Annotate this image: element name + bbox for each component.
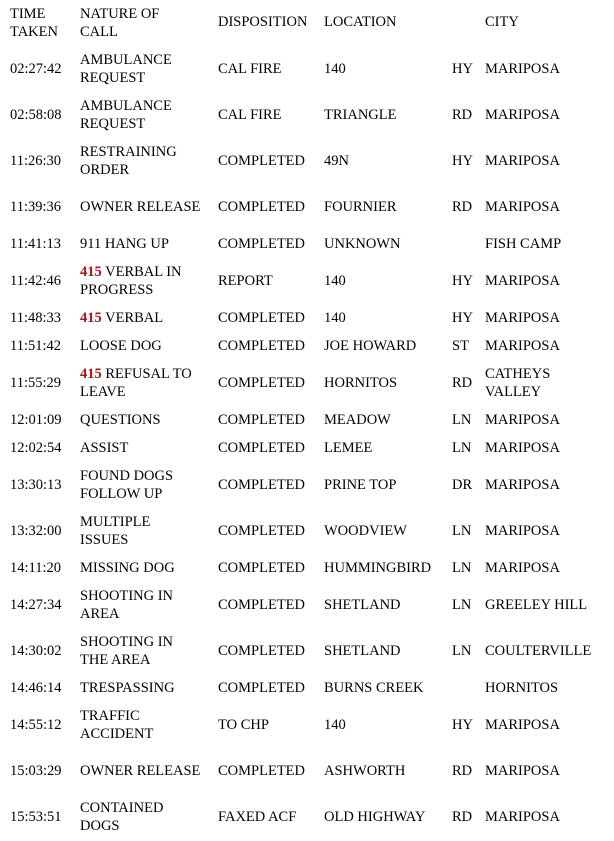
nature-text xyxy=(80,411,202,429)
cell-city xyxy=(485,92,614,138)
cell-nature-of-call xyxy=(80,794,218,840)
cell-disposition: COMPLETED xyxy=(218,440,305,456)
cell-location: LEMEE xyxy=(324,440,373,456)
cell-disposition: COMPLETED xyxy=(218,680,305,696)
cell-city xyxy=(485,434,614,462)
table-row xyxy=(0,92,614,138)
cell-disposition: COMPLETED xyxy=(218,412,305,428)
nature-label: TRESPASSING xyxy=(80,680,175,696)
city-label: GREELEY HILL xyxy=(485,597,588,613)
city-label: MARIPOSA xyxy=(485,523,560,539)
cell-nature-of-call xyxy=(80,46,218,92)
cell-nature-of-call xyxy=(80,702,218,748)
city-label: MARIPOSA xyxy=(485,153,560,169)
city-label: HORNITOS xyxy=(485,680,559,696)
cell-street-suffix: ST xyxy=(452,338,469,354)
table-row xyxy=(0,258,614,304)
cell-location: 140 xyxy=(324,273,346,289)
table-row xyxy=(0,434,614,462)
table-row xyxy=(0,46,614,92)
cell-time-taken: 12:01:09 xyxy=(10,412,62,428)
cell-time-taken: 11:42:46 xyxy=(10,273,62,289)
cell-street-suffix: RD xyxy=(452,809,473,825)
cell-time-taken: 12:02:54 xyxy=(10,440,62,456)
nature-text xyxy=(80,633,202,669)
city-label: MARIPOSA xyxy=(485,809,560,825)
table-row xyxy=(0,332,614,360)
cell-city xyxy=(485,702,614,748)
cell-location: TRIANGLE xyxy=(324,107,397,123)
nature-label: AMBULANCE REQUEST xyxy=(80,98,172,132)
header-nature-of-call: NATURE OF CALL xyxy=(80,6,160,40)
cell-nature-of-call xyxy=(80,508,218,554)
cell-nature-of-call xyxy=(80,304,218,332)
incident-code: 415 xyxy=(80,366,102,382)
city-label: MARIPOSA xyxy=(485,717,560,733)
table-row xyxy=(0,582,614,628)
nature-label: MISSING DOG xyxy=(80,560,175,576)
cell-nature-of-call xyxy=(80,138,218,184)
table-row xyxy=(0,138,614,184)
cell-location: OLD HIGHWAY xyxy=(324,809,426,825)
cell-disposition: CAL FIRE xyxy=(218,61,282,77)
cell-time-taken: 11:55:29 xyxy=(10,375,62,391)
city-label: MARIPOSA xyxy=(485,199,560,215)
cell-street-suffix: LN xyxy=(452,597,472,613)
cell-street-suffix xyxy=(452,230,485,258)
cell-time-taken: 11:39:36 xyxy=(10,199,62,215)
cell-city xyxy=(485,46,614,92)
nature-label: LOOSE DOG xyxy=(80,338,162,354)
cell-street-suffix xyxy=(452,674,485,702)
nature-label: TRAFFIC ACCIDENT xyxy=(80,708,154,742)
table-row xyxy=(0,304,614,332)
nature-text xyxy=(80,679,202,697)
nature-text xyxy=(80,51,202,87)
cell-nature-of-call xyxy=(80,184,218,230)
cell-nature-of-call xyxy=(80,92,218,138)
cell-city xyxy=(485,554,614,582)
nature-text xyxy=(80,559,202,577)
cell-time-taken: 11:48:33 xyxy=(10,310,62,326)
cell-nature-of-call xyxy=(80,748,218,794)
city-label: MARIPOSA xyxy=(485,310,560,326)
cell-city xyxy=(485,230,614,258)
cell-street-suffix: RD xyxy=(452,763,473,779)
table-row xyxy=(0,748,614,794)
cell-disposition: CAL FIRE xyxy=(218,107,282,123)
cell-location: PRINE TOP xyxy=(324,477,397,493)
cell-time-taken: 11:51:42 xyxy=(10,338,62,354)
table-row xyxy=(0,184,614,230)
city-label: MARIPOSA xyxy=(485,338,560,354)
nature-label: OWNER RELEASE xyxy=(80,763,201,779)
nature-text xyxy=(80,309,202,327)
nature-label: QUESTIONS xyxy=(80,412,161,428)
table-row xyxy=(0,628,614,674)
cell-street-suffix: RD xyxy=(452,107,473,123)
cell-disposition: COMPLETED xyxy=(218,310,305,326)
cell-location: SHETLAND xyxy=(324,597,401,613)
table-row xyxy=(0,702,614,748)
cell-disposition: COMPLETED xyxy=(218,236,305,252)
incident-code: 415 xyxy=(80,264,102,280)
cell-time-taken: 15:03:29 xyxy=(10,763,62,779)
cell-time-taken: 15:53:51 xyxy=(10,809,62,825)
cell-time-taken: 11:26:30 xyxy=(10,153,62,169)
nature-label: 911 HANG UP xyxy=(80,236,169,252)
cell-disposition: COMPLETED xyxy=(218,560,305,576)
cell-street-suffix: RD xyxy=(452,199,473,215)
cell-city xyxy=(485,628,614,674)
cell-city xyxy=(485,748,614,794)
nature-text xyxy=(80,365,202,401)
cell-disposition: COMPLETED xyxy=(218,763,305,779)
cell-nature-of-call xyxy=(80,230,218,258)
cell-street-suffix: LN xyxy=(452,560,472,576)
cell-city xyxy=(485,674,614,702)
nature-label: FOUND DOGS FOLLOW UP xyxy=(80,468,174,502)
cell-nature-of-call xyxy=(80,628,218,674)
header-disposition: DISPOSITION xyxy=(218,14,308,30)
header-time-taken: TIME TAKEN xyxy=(10,6,58,40)
cell-disposition: COMPLETED xyxy=(218,375,305,391)
nature-text xyxy=(80,587,202,623)
cell-city xyxy=(485,332,614,360)
cell-street-suffix: HY xyxy=(452,717,473,733)
cell-location: 49N xyxy=(324,153,349,169)
cell-disposition: FAXED ACF xyxy=(218,809,297,825)
nature-text xyxy=(80,707,202,743)
cell-city xyxy=(485,582,614,628)
nature-text xyxy=(80,143,202,179)
cell-nature-of-call xyxy=(80,582,218,628)
cell-time-taken: 02:58:08 xyxy=(10,107,62,123)
table-header-row xyxy=(0,0,614,46)
cell-city xyxy=(485,508,614,554)
nature-text xyxy=(80,799,202,835)
cell-disposition: COMPLETED xyxy=(218,597,305,613)
cell-city xyxy=(485,360,614,406)
cell-time-taken: 14:55:12 xyxy=(10,717,62,733)
cell-disposition: COMPLETED xyxy=(218,523,305,539)
cell-time-taken: 02:27:42 xyxy=(10,61,62,77)
cell-location: WOODVIEW xyxy=(324,523,407,539)
cell-location: BURNS CREEK xyxy=(324,680,424,696)
cell-location: MEADOW xyxy=(324,412,391,428)
cell-location: FOURNIER xyxy=(324,199,397,215)
city-label: MARIPOSA xyxy=(485,763,560,779)
city-label: MARIPOSA xyxy=(485,412,560,428)
table-row xyxy=(0,462,614,508)
city-label: FISH CAMP xyxy=(485,236,562,252)
cell-nature-of-call xyxy=(80,332,218,360)
city-label: MARIPOSA xyxy=(485,61,560,77)
cell-street-suffix: DR xyxy=(452,477,473,493)
table-body xyxy=(0,46,614,840)
nature-label: SHOOTING IN AREA xyxy=(80,588,174,622)
header-location: LOCATION xyxy=(324,14,397,30)
cell-street-suffix: HY xyxy=(452,61,473,77)
table-row xyxy=(0,794,614,840)
cell-city xyxy=(485,184,614,230)
cell-time-taken: 13:30:13 xyxy=(10,477,62,493)
table-row xyxy=(0,508,614,554)
nature-text xyxy=(80,467,202,503)
cell-city xyxy=(485,406,614,434)
nature-text xyxy=(80,198,202,216)
cell-street-suffix: LN xyxy=(452,412,472,428)
nature-text xyxy=(80,97,202,133)
city-label: MARIPOSA xyxy=(485,273,560,289)
cell-time-taken: 14:46:14 xyxy=(10,680,62,696)
nature-label: OWNER RELEASE xyxy=(80,199,201,215)
cell-time-taken: 11:41:13 xyxy=(10,236,62,252)
nature-text xyxy=(80,513,202,549)
cell-street-suffix: LN xyxy=(452,643,472,659)
table-row xyxy=(0,674,614,702)
cell-location: HUMMINGBIRD xyxy=(324,560,432,576)
cell-location: 140 xyxy=(324,717,346,733)
cell-disposition: COMPLETED xyxy=(218,153,305,169)
cell-city xyxy=(485,138,614,184)
cell-city xyxy=(485,304,614,332)
cell-location: 140 xyxy=(324,310,346,326)
cell-location: ASHWORTH xyxy=(324,763,406,779)
table-row xyxy=(0,360,614,406)
cell-nature-of-call xyxy=(80,462,218,508)
nature-text xyxy=(80,263,202,299)
city-label: MARIPOSA xyxy=(485,440,560,456)
cell-time-taken: 14:27:34 xyxy=(10,597,62,613)
nature-label: SHOOTING IN THE AREA xyxy=(80,634,174,668)
city-label: MARIPOSA xyxy=(485,560,560,576)
table-row xyxy=(0,406,614,434)
nature-text xyxy=(80,762,202,780)
nature-label: REFUSAL TO LEAVE xyxy=(80,366,192,400)
cell-disposition: COMPLETED xyxy=(218,477,305,493)
header-suffix xyxy=(452,0,485,46)
cell-city xyxy=(485,462,614,508)
cell-time-taken: 14:11:20 xyxy=(10,560,62,576)
cell-street-suffix: HY xyxy=(452,273,473,289)
nature-label: ASSIST xyxy=(80,440,129,456)
cell-time-taken: 14:30:02 xyxy=(10,643,62,659)
cell-location: HORNITOS xyxy=(324,375,398,391)
table-row xyxy=(0,230,614,258)
cell-nature-of-call xyxy=(80,674,218,702)
nature-label: VERBAL xyxy=(105,310,164,326)
cell-street-suffix: LN xyxy=(452,440,472,456)
header-city: CITY xyxy=(485,14,519,30)
cell-disposition: COMPLETED xyxy=(218,338,305,354)
nature-text xyxy=(80,235,202,253)
cell-disposition: TO CHP xyxy=(218,717,269,733)
nature-label: RESTRAINING ORDER xyxy=(80,144,177,178)
nature-text xyxy=(80,337,202,355)
incident-code: 415 xyxy=(80,310,102,326)
nature-label: MULTIPLE ISSUES xyxy=(80,514,151,548)
cell-nature-of-call xyxy=(80,258,218,304)
cell-location: SHETLAND xyxy=(324,643,401,659)
cell-street-suffix: HY xyxy=(452,310,473,326)
cell-city xyxy=(485,258,614,304)
cell-nature-of-call xyxy=(80,554,218,582)
city-label: COULTERVILLE xyxy=(485,643,592,659)
cell-nature-of-call xyxy=(80,406,218,434)
city-label: MARIPOSA xyxy=(485,107,560,123)
nature-label: AMBULANCE REQUEST xyxy=(80,52,172,86)
cell-disposition: REPORT xyxy=(218,273,273,289)
cell-disposition: COMPLETED xyxy=(218,199,305,215)
cell-location: UNKNOWN xyxy=(324,236,401,252)
cell-street-suffix: LN xyxy=(452,523,472,539)
cell-nature-of-call xyxy=(80,360,218,406)
cell-location: JOE HOWARD xyxy=(324,338,417,354)
cell-street-suffix: RD xyxy=(452,375,473,391)
nature-text xyxy=(80,439,202,457)
city-label: CATHEYS VALLEY xyxy=(485,366,551,400)
nature-label: CONTAINED DOGS xyxy=(80,800,164,834)
table-row xyxy=(0,554,614,582)
cell-street-suffix: HY xyxy=(452,153,473,169)
cell-nature-of-call xyxy=(80,434,218,462)
city-label: MARIPOSA xyxy=(485,477,560,493)
cell-city xyxy=(485,794,614,840)
cell-time-taken: 13:32:00 xyxy=(10,523,62,539)
cell-disposition: COMPLETED xyxy=(218,643,305,659)
cell-location: 140 xyxy=(324,61,346,77)
nature-label: VERBAL IN PROGRESS xyxy=(80,264,182,298)
